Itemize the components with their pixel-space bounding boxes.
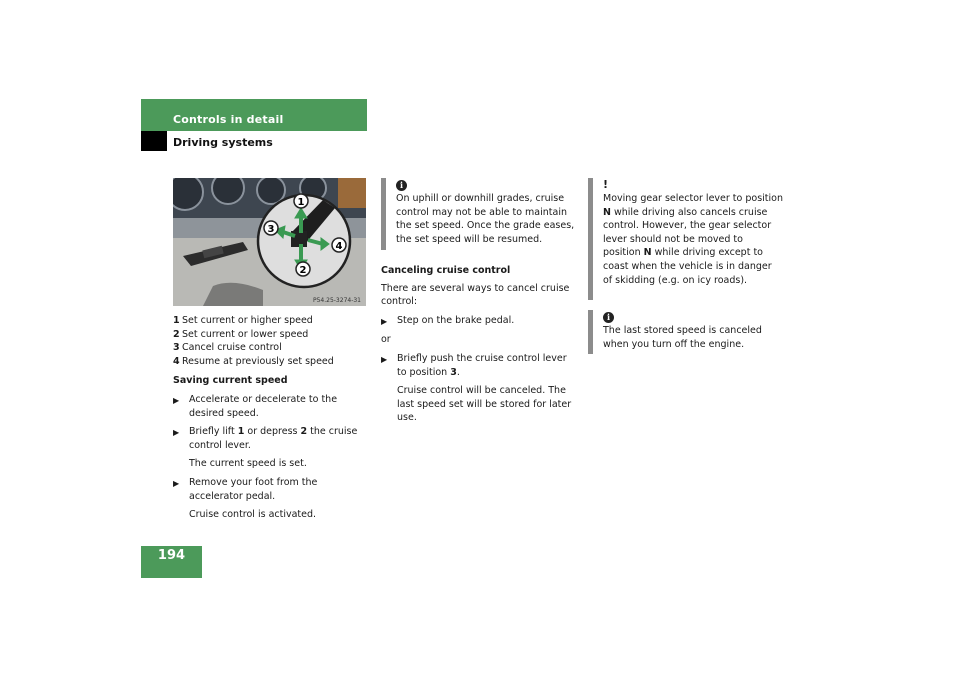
canceling-heading: Canceling cruise control <box>381 265 511 276</box>
note-bar <box>381 178 386 250</box>
note-text: The last stored speed is canceled when you turn off the engine. <box>603 325 762 350</box>
bullet-item: ▶ Accelerate or decelerate to the desired speed. <box>173 393 338 419</box>
bullet-arrow-icon: ▶ <box>173 478 180 488</box>
note-text: On uphill or downhill grades, cruise control may not be able to maintain the set speed. Once the grade eases, the set speed will be resumed. <box>396 193 575 245</box>
bullet-arrow-icon: ▶ <box>173 395 180 405</box>
column-left <box>173 314 373 522</box>
cruise-control-lever-photo <box>173 178 366 306</box>
legend <box>173 314 373 368</box>
warning-icon: ! <box>603 178 609 191</box>
result-text: Cruise control is activated. <box>189 509 317 521</box>
bullet-arrow-icon: ▶ <box>381 354 388 364</box>
canceling-intro: There are several ways to cancel cruise control: <box>381 282 570 308</box>
note-bar <box>588 310 593 354</box>
bullet-item: ▶ Step on the brake pedal. <box>381 314 576 329</box>
callout-2: 2 <box>299 265 307 276</box>
callout-3: 3 <box>267 224 275 235</box>
warning-note <box>588 178 783 300</box>
column-right <box>588 178 783 354</box>
column-middle <box>381 178 576 425</box>
bullet-arrow-icon: ▶ <box>173 428 180 438</box>
info-note <box>588 310 783 354</box>
warning-text: Moving gear selector lever to position N while driving also cancels cruise control. However, the gear selector lever should not be moved to position N while driving except to coast when the vehicle is in danger of skidding (e.g. on icy roads). <box>603 193 783 286</box>
info-note <box>381 178 576 250</box>
legend-item: 3 Cancel cruise control <box>173 342 282 354</box>
header-marker <box>141 131 167 151</box>
figure-code: P54.25-3274-31 <box>312 297 361 304</box>
info-icon: i <box>396 180 407 191</box>
legend-item: 4 Resume at previously set speed <box>173 355 334 367</box>
result-text: The current speed is set. <box>189 458 307 470</box>
bullet-item: ▶ Briefly lift 1 or depress 2 the cruise control lever. <box>173 426 358 451</box>
bullet-item: ▶ Remove your foot from the accelerator pedal. <box>173 476 318 502</box>
bullet-arrow-icon: ▶ <box>381 316 388 326</box>
legend-item: 2 Set current or lower speed <box>173 328 309 340</box>
info-icon: i <box>603 312 614 323</box>
subsection-title: Driving systems <box>173 136 273 149</box>
bullet-item: ▶ Briefly push the cruise control lever to position 3. <box>381 352 567 378</box>
legend-item: 1 Set current or higher speed <box>173 315 313 326</box>
page-number: 194 <box>157 548 186 563</box>
callout-4: 4 <box>335 241 343 252</box>
or-text: or <box>381 334 391 346</box>
result-text: Cruise control will be canceled. The last speed set will be stored for later use. <box>397 385 572 424</box>
saving-heading: Saving current speed <box>173 375 288 387</box>
note-bar <box>588 178 593 300</box>
section-title: Controls in detail <box>173 113 284 126</box>
callout-1: 1 <box>297 197 305 208</box>
